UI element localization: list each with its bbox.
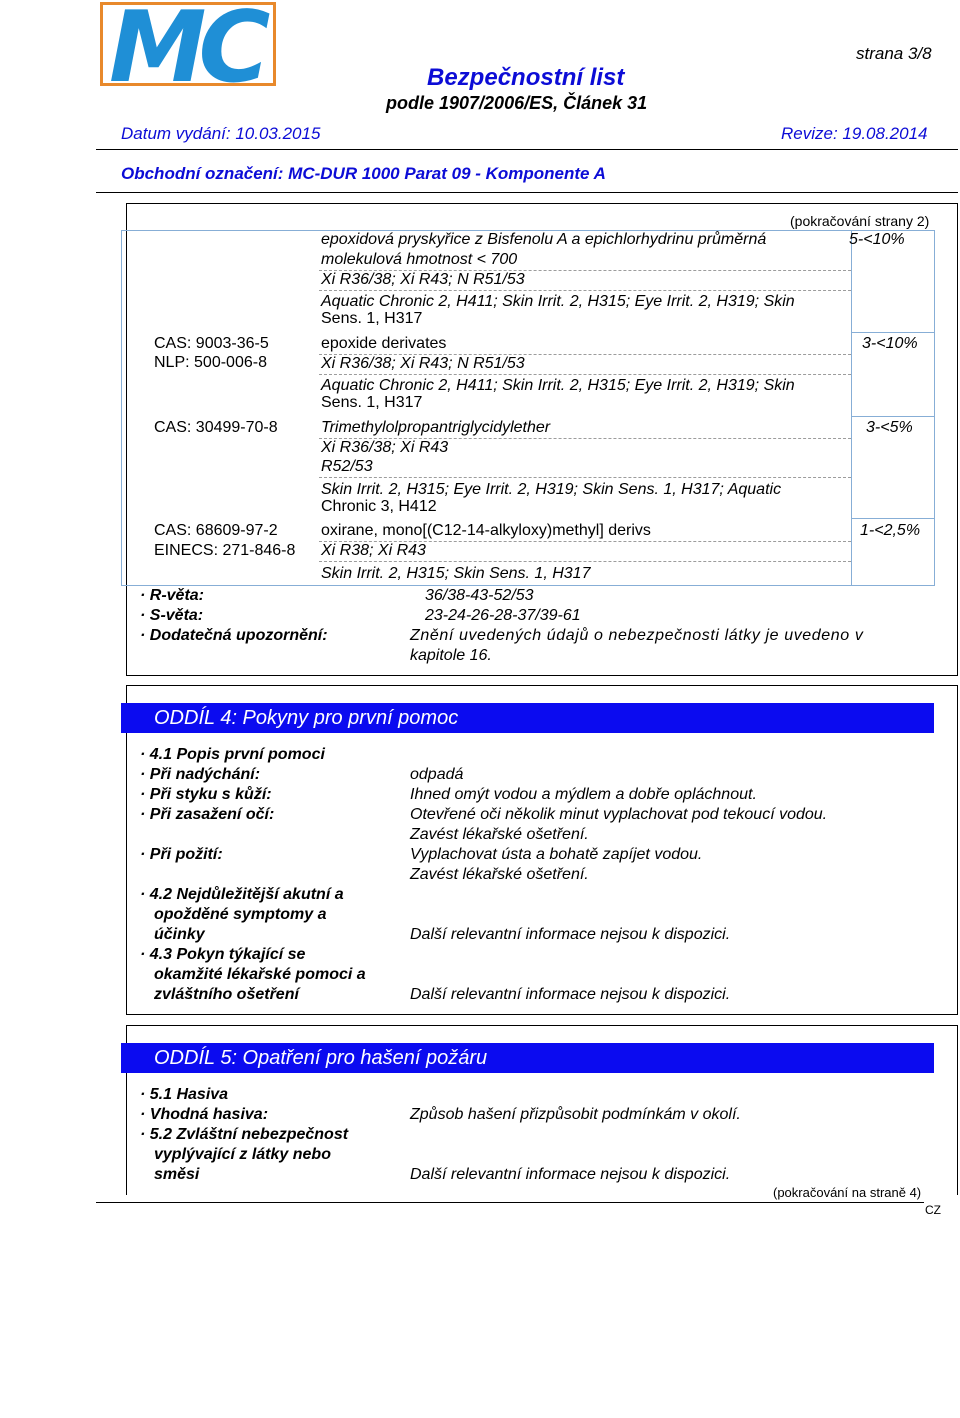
logo-text: MC — [109, 0, 263, 105]
table-col-separator — [851, 230, 852, 586]
row1-percent: 5-<10% — [849, 231, 905, 248]
section5-heading: ODDÍL 5: Opatření pro hašení požáru — [121, 1043, 934, 1073]
inhalation-label: · Při nadýchání: — [140, 766, 261, 783]
row4-r-phrases: Xi R38; Xi R43 — [321, 542, 426, 559]
inhalation-value: odpadá — [410, 766, 464, 783]
s52-value: Další relevantní informace nejsou k dispozici. — [410, 1166, 731, 1183]
row2-nlp: NLP: 500-006-8 — [154, 354, 267, 371]
row2-cas: CAS: 9003-36-5 — [154, 335, 269, 352]
continued-to: (pokračování na straně 4) — [773, 1185, 922, 1200]
mc-logo — [100, 0, 276, 105]
s52-heading-cont: vyplývající z látky nebo — [154, 1146, 331, 1163]
row3-h-phrases-cont: Chronic 3, H412 — [321, 498, 437, 515]
row3-cas: CAS: 30499-70-8 — [154, 419, 278, 436]
s52-heading: · 5.2 Zvláštní nebezpečnost — [140, 1126, 349, 1143]
row3-r-phrases: Xi R36/38; Xi R43 — [321, 439, 449, 456]
footer-divider — [96, 1202, 924, 1203]
eye-contact-value: Otevřené oči několik minut vyplachovat pod tekoucí vodou. — [410, 806, 828, 823]
row4-name: oxirane, mono[(C12-14-alkyloxy)methyl] derivs — [321, 522, 651, 539]
ingestion-value-cont: Zavést lékařské ošetření. — [410, 866, 589, 883]
ingestion-value: Vyplachovat ústa a bohatě zapíjet vodou. — [410, 846, 703, 863]
row1-name-cont: molekulová hmotnost < 700 — [321, 251, 518, 268]
row2-name: epoxide derivates — [321, 335, 447, 352]
row2-h-phrases-cont: Sens. 1, H317 — [321, 394, 423, 411]
eye-contact-value-cont: Zavést lékařské ošetření. — [410, 826, 589, 843]
row3-h-phrases: Skin Irrit. 2, H315; Eye Irrit. 2, H319; Skin Sens. 1, H317; Aquatic — [321, 481, 782, 498]
s42-heading: · 4.2 Nejdůležitější akutní a — [140, 886, 344, 903]
s-phrase-value: 23-24-26-28-37/39-61 — [425, 607, 581, 624]
r-phrase-value: 36/38-43-52/53 — [425, 587, 534, 604]
document-subtitle: podle 1907/2006/ES, Článek 31 — [386, 93, 648, 113]
s42-value: Další relevantní informace nejsou k dispozici. — [410, 926, 731, 943]
additional-notes-value-cont: kapitole 16. — [410, 647, 492, 664]
s43-heading-end: zvláštního ošetření — [154, 986, 299, 1003]
document-title: Bezpečnostní list — [427, 64, 625, 91]
skin-contact-value: Ihned omýt vodou a mýdlem a dobře opláchnout. — [410, 786, 757, 803]
row1-h-phrases-cont: Sens. 1, H317 — [321, 310, 423, 327]
row2-h-phrases: Aquatic Chronic 2, H411; Skin Irrit. 2, H315; Eye Irrit. 2, H319; Skin — [321, 377, 795, 394]
section4-heading: ODDÍL 4: Pokyny pro první pomoc — [121, 703, 934, 733]
s43-heading: · 4.3 Pokyn týkající se — [140, 946, 306, 963]
s-phrase-label: · S-věta: — [140, 607, 204, 624]
row4-percent: 1-<2,5% — [860, 522, 921, 539]
r-phrase-label: · R-věta: — [140, 587, 205, 604]
eye-contact-label: · Při zasažení očí: — [140, 806, 275, 823]
ingestion-label: · Při požití: — [140, 846, 223, 863]
language-code: CZ — [925, 1203, 941, 1217]
continued-from: (pokračování strany 2) — [790, 213, 930, 229]
row2-percent: 3-<10% — [862, 335, 918, 352]
additional-notes-value: Znění uvedených údajů o nebezpečnosti látky je uvedeno v — [410, 627, 864, 644]
s52-heading-end: směsi — [154, 1166, 200, 1183]
row3-name: Trimethylolpropantriglycidylether — [321, 419, 551, 436]
page-number: strana 3/8 — [856, 44, 932, 63]
row4-einecs: EINECS: 271-846-8 — [154, 542, 296, 559]
row1-h-phrases: Aquatic Chronic 2, H411; Skin Irrit. 2, H315; Eye Irrit. 2, H319; Skin — [321, 293, 795, 310]
s41-heading: · 4.1 Popis první pomoci — [140, 746, 325, 763]
suitable-media-label: · Vhodná hasiva: — [140, 1106, 269, 1123]
row1-name: epoxidová pryskyřice z Bisfenolu A a epichlorhydrinu průměrná — [321, 231, 767, 248]
row3-r-phrases-cont: R52/53 — [321, 458, 373, 475]
s42-heading-cont: opožděné symptomy a — [154, 906, 327, 923]
s43-heading-cont: okamžité lékařské pomoci a — [154, 966, 366, 983]
s51-heading: · 5.1 Hasiva — [140, 1086, 229, 1103]
suitable-media-value: Způsob hašení přizpůsobit podmínkám v okolí. — [410, 1106, 741, 1123]
row4-h-phrases: Skin Irrit. 2, H315; Skin Sens. 1, H317 — [321, 565, 591, 582]
s43-value: Další relevantní informace nejsou k dispozici. — [410, 986, 731, 1003]
additional-notes-label: · Dodatečná upozornění: — [140, 627, 328, 644]
s42-heading-end: účinky — [154, 926, 205, 943]
revision-date: Revize: 19.08.2014 — [781, 124, 928, 143]
issue-date: Datum vydání: 10.03.2015 — [121, 124, 321, 143]
row1-r-phrases: Xi R36/38; Xi R43; N R51/53 — [321, 271, 525, 288]
trade-name: Obchodní označení: MC-DUR 1000 Parat 09 - Komponente A — [121, 164, 606, 183]
row4-cas: CAS: 68609-97-2 — [154, 522, 278, 539]
row2-r-phrases: Xi R36/38; Xi R43; N R51/53 — [321, 355, 525, 372]
header-divider-2 — [96, 192, 958, 193]
header-divider-1 — [96, 149, 958, 150]
skin-contact-label: · Při styku s kůží: — [140, 786, 272, 803]
row3-percent: 3-<5% — [866, 419, 913, 436]
